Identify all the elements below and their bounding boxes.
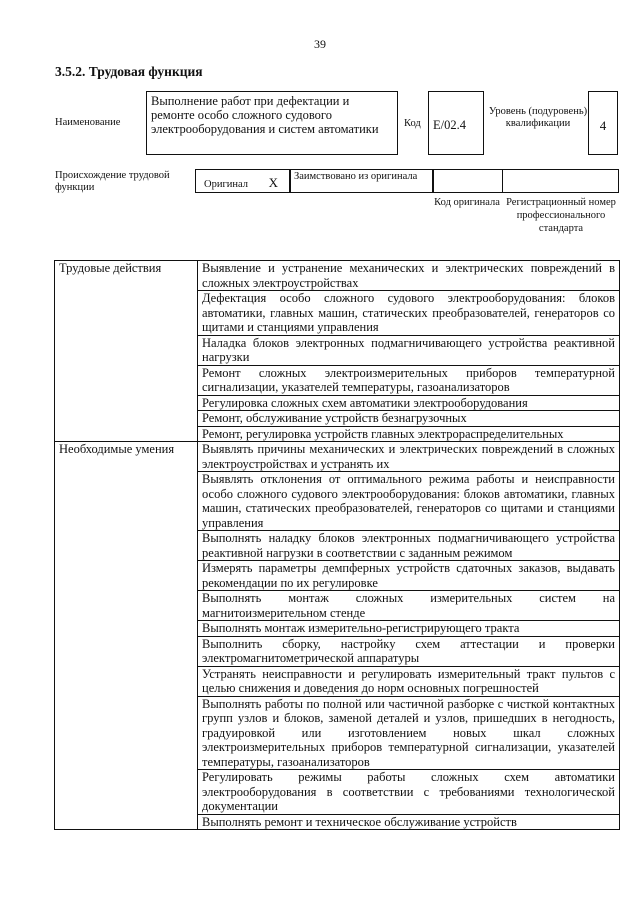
section-item: Регулировать режимы работы сложных схем автоматики электрооборудования в соответствии с требованиями технологической документации (198, 770, 620, 815)
section-item: Наладка блоков электронных подмагничивающего устройства реактивной нагрузки (198, 335, 620, 365)
section-item: Измерять параметры демпферных устройств сдаточных заказов, выдавать рекомендации по их регулировке (198, 561, 620, 591)
level-value: 4 (599, 118, 607, 133)
section-item: Выявлять отклонения от оптимального режима работы и неисправности особо сложного судового электрооборудования: блоков автоматики, главных машин, статических преобразователей, генераторов со щитами и станциями управления (198, 472, 620, 531)
page-number: 39 (314, 37, 326, 51)
borrowed-label: Заимствовано из оригинала (294, 171, 418, 182)
origin-row (195, 169, 619, 193)
code-label: Код (404, 118, 421, 129)
level-label: Уровень (подуровень) квалификации (488, 106, 588, 129)
section-item: Выявлять причины механических и электрических повреждений в сложных электроустройствах и устранять их (198, 442, 620, 472)
code-box (428, 91, 484, 155)
table-row (55, 261, 620, 291)
borrowed-cell (290, 169, 433, 193)
section-category: Трудовые действия (55, 261, 198, 442)
requirements-table (54, 260, 620, 830)
function-name-box (146, 91, 398, 155)
section-title: 3.5.2. Трудовая функция (55, 64, 203, 79)
original-cell (195, 169, 290, 193)
name-label: Наименование (55, 117, 121, 128)
table-row (55, 442, 620, 472)
section-item: Ремонт, регулировка устройств главных электрораспределительных (198, 426, 620, 442)
section-category: Необходимые умения (55, 442, 198, 830)
reg-number-label: Регистрационный номер профессионального стандарта (506, 197, 616, 234)
original-mark: X (268, 175, 279, 190)
original-label: Оригинал (204, 179, 248, 190)
section-item: Регулировка сложных схем автоматики электрооборудования (198, 395, 620, 411)
section-item: Ремонт, обслуживание устройств безнагрузочных (198, 411, 620, 427)
section-item: Ремонт сложных электроизмерительных приборов температурной сигнализации, указателей температуры, газоанализаторов (198, 365, 620, 395)
reg-number-cell (502, 169, 619, 193)
section-item: Устранять неисправности и регулировать измерительный тракт пультов с целью снижения и доведения до норм основных погрешностей (198, 666, 620, 696)
code-original-label: Код оригинала (434, 197, 500, 208)
section-item: Выполнять ремонт и техническое обслуживание устройств (198, 814, 620, 830)
code-original-cell (433, 169, 503, 193)
section-item: Выполнить сборку, настройку схем аттестации и проверки электромагнитометрической аппаратуры (198, 636, 620, 666)
section-item: Выявление и устранение механических и электрических повреждений в сложных электроустройствах (198, 261, 620, 291)
section-item: Выполнять монтаж измерительно-регистрирующего тракта (198, 621, 620, 637)
origin-label: Происхождение трудовой функции (55, 170, 170, 193)
function-name-value: Выполнение работ при дефектации и ремонте особо сложного судового электрооборудования и систем автоматики (151, 94, 379, 136)
section-item: Дефектация особо сложного судового электрооборудования: блоков автоматики, главных машин, статических преобразователей, генераторов со щитами и станциями управления (198, 291, 620, 336)
section-item: Выполнять монтаж сложных измерительных систем на магнитоизмерительном стенде (198, 591, 620, 621)
code-value: E/02.4 (433, 118, 466, 132)
level-box (588, 91, 618, 155)
section-item: Выполнять наладку блоков электронных подмагничивающего устройства реактивной нагрузки в соответствии с заданным режимом (198, 531, 620, 561)
section-item: Выполнять работы по полной или частичной разборке с чисткой контактных групп узлов и блоков, заменой деталей и узлов, пришедших в негодность, градуировкой или изготовлением новых шкал сложных электроизмерительных приборов температурной сигнализации, указателей температуры, газоанализаторов (198, 696, 620, 770)
